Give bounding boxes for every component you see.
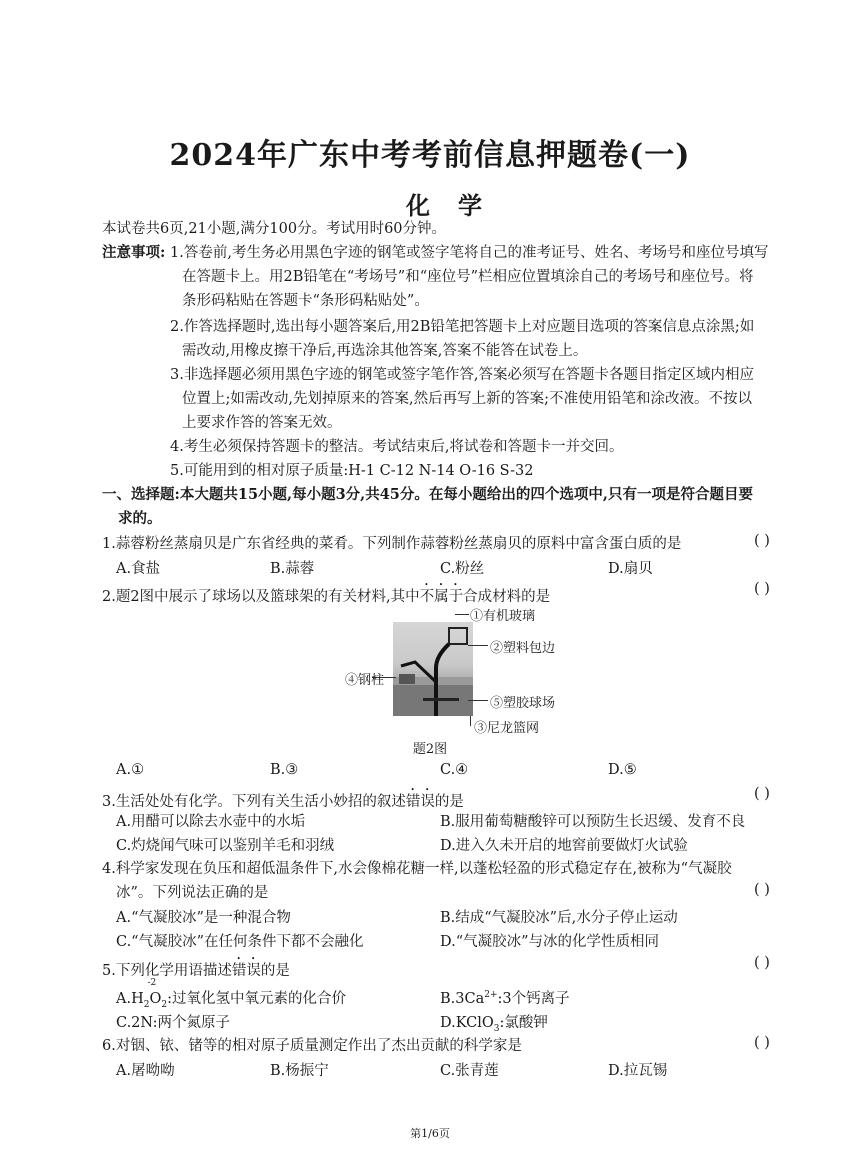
q4-option-b: B.结成“气凝胶冰”后,水分子停止运动 xyxy=(440,910,678,926)
basketball-court-photo xyxy=(393,622,473,716)
q2-option-b: B.③ xyxy=(270,762,299,778)
q5-option-a: $A.H_2O$ -2 $_2$:过氧化氢中氧元素的化合价 xyxy=(116,978,346,1010)
q1-option-a: A.食盐 xyxy=(116,561,161,577)
notes-label: 注意事项: xyxy=(102,244,166,261)
note-3-line-1: 3.非选择题必须用黑色字迹的钢笔或签字笔作答,答案必须写在答题卡各题目指定区域内相应 xyxy=(170,367,754,383)
q2-option-c: C.④ xyxy=(440,762,469,778)
q4-option-c: C.“气凝胶冰”在任何条件下都不会融化 xyxy=(116,934,364,950)
note-1-line-1: 1.答卷前,考生务必用黑色字迹的钢笔或签字笔将自己的准考证号、姓名、考场号和座位号填写 xyxy=(170,245,769,261)
section-heading: 一、选择题:本大题共15小题,每小题3分,共45分。在每小题给出的四个选项中,只有一项是符合题目要 xyxy=(102,486,753,503)
q6-option-d: D.拉瓦锡 xyxy=(608,1063,668,1079)
note-1-line-2: 在答题卡上。用2B铅笔在“考场号”和“座位号”栏相应位置填涂自己的考场号和座位号。将 xyxy=(182,269,754,285)
answer-bracket: ( ) xyxy=(754,1035,770,1051)
page-footer: 第1/6页 xyxy=(410,1127,450,1140)
valence-mark: -2 xyxy=(147,978,157,988)
subject-title: 化学 xyxy=(406,191,510,220)
figure-label-1: ①有机玻璃 xyxy=(470,609,536,624)
answer-bracket: ( ) xyxy=(754,533,770,549)
question-5-stem: 5.下列化学用语描述错误的是 xyxy=(102,963,290,979)
answer-bracket: ( ) xyxy=(754,786,770,802)
note-1-line-3: 条形码粘贴在答题卡“条形码粘贴处”。 xyxy=(182,293,429,309)
note-2-line-2: 需改动,用橡皮擦干净后,再选涂其他答案,答案不能答在试卷上。 xyxy=(182,343,588,359)
q1-option-d: D.扇贝 xyxy=(608,561,653,577)
answer-bracket: ( ) xyxy=(754,882,770,898)
question-4-stem-line-2: 冰”。下列说法正确的是 xyxy=(116,885,269,901)
q4-option-a: A.“气凝胶冰”是一种混合物 xyxy=(116,910,291,926)
emphasis-dotted: 不属于 xyxy=(419,589,464,605)
q1-option-b: B.蒜蓉 xyxy=(270,561,315,577)
emphasis-dotted: 错误 xyxy=(405,794,435,810)
question-3-stem: 3.生活处处有化学。下列有关生活小妙招的叙述错误的是 xyxy=(102,794,464,810)
q2-option-d: D.⑤ xyxy=(608,762,637,778)
q5-option-c: C.2N:两个氮原子 xyxy=(116,1015,230,1031)
figure-label-2: ②塑料包边 xyxy=(490,641,556,656)
q5-option-d: D.KClO$_3$:氯酸钾 xyxy=(440,1015,548,1034)
note-3-line-2: 位置上;如需改动,先划掉原来的答案,然后再写上新的答案;不准使用铅笔和涂改液。不按以 xyxy=(182,391,752,407)
figure-label-3: ③尼龙篮网 xyxy=(474,721,540,736)
q1-option-c: C.粉丝 xyxy=(440,561,485,577)
note-4: 4.考生必须保持答题卡的整洁。考试结束后,将试卷和答题卡一并交回。 xyxy=(170,439,624,455)
q3-option-b: B.服用葡萄糖酸锌可以预防生长迟缓、发育不良 xyxy=(440,814,746,830)
note-5: 5.可能用到的相对原子质量:H-1 C-12 N-14 O-16 S-32 xyxy=(170,463,534,479)
q6-option-c: C.张青莲 xyxy=(440,1063,499,1079)
figure-label-5: ⑤塑胶球场 xyxy=(490,696,556,711)
answer-bracket: ( ) xyxy=(754,955,770,971)
question-1-stem: 1.蒜蓉粉丝蒸扇贝是广东省经典的菜肴。下列制作蒜蓉粉丝蒸扇贝的原料中富含蛋白质的是 xyxy=(102,536,682,552)
answer-bracket: ( ) xyxy=(754,581,770,597)
q6-option-a: A.屠呦呦 xyxy=(116,1063,175,1079)
question-4-stem-line-1: 4.科学家发现在负压和超低温条件下,水会像棉花糖一样,以蓬松轻盈的形式稳定存在,被称为“气凝胶 xyxy=(102,861,732,877)
section-heading-cont: 求的。 xyxy=(118,510,162,527)
q3-option-c: C.灼烧闻气味可以鉴别羊毛和羽绒 xyxy=(116,838,335,854)
q6-option-b: B.杨振宁 xyxy=(270,1063,329,1079)
figure-label-4: ④钢柱 xyxy=(345,673,385,688)
q5-option-b: $B.3Ca^{2+}:3$个钙离子 xyxy=(440,990,570,1007)
figure-caption: 题2图 xyxy=(412,742,448,757)
emphasis-dotted: 错误 xyxy=(231,963,261,979)
exam-intro: 本试卷共6页,21小题,满分100分。考试用时60分钟。 xyxy=(102,221,447,237)
note-2-line-1: 2.作答选择题时,选出每小题答案后,用2B铅笔把答题卡上对应题目选项的答案信息点涂黑;如 xyxy=(170,319,755,335)
q4-option-d: D.“气凝胶冰”与冰的化学性质相同 xyxy=(440,934,660,950)
q3-option-d: D.进入久未开启的地窖前要做灯火试验 xyxy=(440,838,688,854)
note-3-line-3: 上要求作答的答案无效。 xyxy=(182,415,342,431)
question-2-stem: 2.题2图中展示了球场以及篮球架的有关材料,其中不属于合成材料的是 xyxy=(102,589,551,605)
question-6-stem: 6.对铟、铱、锗等的相对原子质量测定作出了杰出贡献的科学家是 xyxy=(102,1038,522,1054)
q2-option-a: A.① xyxy=(116,762,145,778)
page-title: 2024年广东中考考前信息押题卷(一) xyxy=(169,138,691,173)
q3-option-a: A.用醋可以除去水壶中的水垢 xyxy=(116,814,306,830)
